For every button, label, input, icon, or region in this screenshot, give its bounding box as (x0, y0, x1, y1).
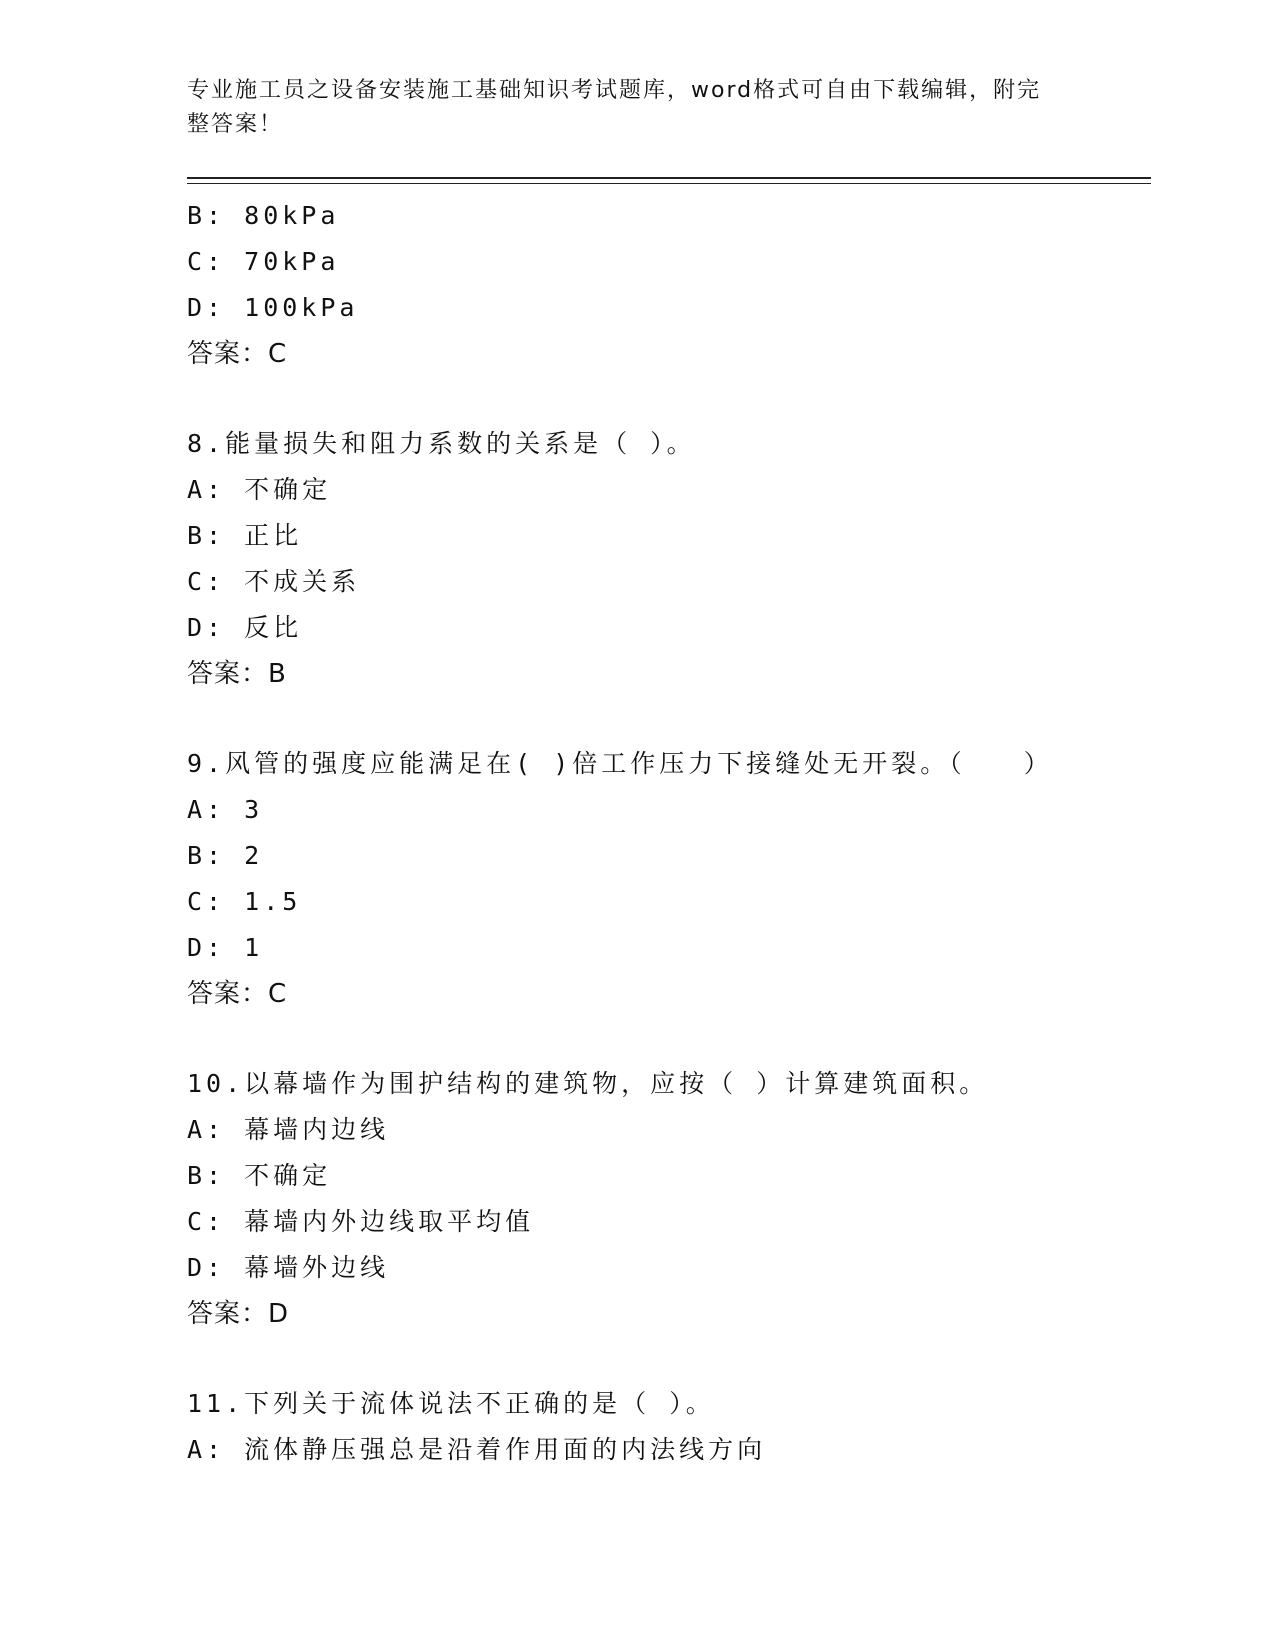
option-b: B: 不确定 (187, 1161, 332, 1190)
question-block-10 (187, 1061, 1151, 1337)
option-c: C: 幕墙内外边线取平均值 (187, 1207, 535, 1236)
answer-line: 答案：D (187, 1299, 290, 1329)
option-c: C: 不成关系 (187, 567, 361, 596)
option-a: A: 3 (187, 795, 264, 824)
question-text: 10.以幕墙作为围护结构的建筑物，应按（ ）计算建筑面积。 (187, 1069, 989, 1098)
header-divider (187, 177, 1151, 179)
option-c: C: 70kPa (187, 247, 340, 276)
option-d: D: 反比 (187, 613, 303, 642)
option-a: A: 流体静压强总是沿着作用面的内法线方向 (187, 1435, 767, 1464)
option-d: D: 幕墙外边线 (187, 1253, 390, 1282)
option-d: D: 100kPa (187, 293, 359, 322)
header-title-line2: 整答案！ (187, 112, 284, 137)
answer-line: 答案：B (187, 659, 287, 689)
option-b: B: 正比 (187, 521, 303, 550)
answer-line: 答案：C (187, 979, 288, 1009)
question-block-11 (187, 1381, 1151, 1473)
question-block-8 (187, 421, 1151, 697)
option-a: A: 幕墙内边线 (187, 1115, 390, 1144)
option-b: B: 80kPa (187, 201, 340, 230)
option-b: B: 2 (187, 841, 264, 870)
question-block-7-tail (187, 193, 1151, 377)
question-text: 11.下列关于流体说法不正确的是（ ）。 (187, 1389, 715, 1418)
option-c: C: 1.5 (187, 887, 302, 916)
option-a: A: 不确定 (187, 475, 332, 504)
header-divider-thin (187, 183, 1151, 184)
question-text: 8.能量损失和阻力系数的关系是（ ）。 (187, 429, 696, 458)
question-block-9 (187, 741, 1151, 1017)
question-list (187, 193, 1151, 1473)
question-text: 9.风管的强度应能满足在( )倍工作压力下接缝处无开裂。（ ） (187, 749, 1053, 778)
option-d: D: 1 (187, 933, 264, 962)
header-title-line1: 专业施工员之设备安装施工基础知识考试题库，word格式可自由下载编辑，附完 (187, 78, 1042, 103)
document-header (187, 74, 1067, 142)
answer-line: 答案：C (187, 339, 288, 369)
